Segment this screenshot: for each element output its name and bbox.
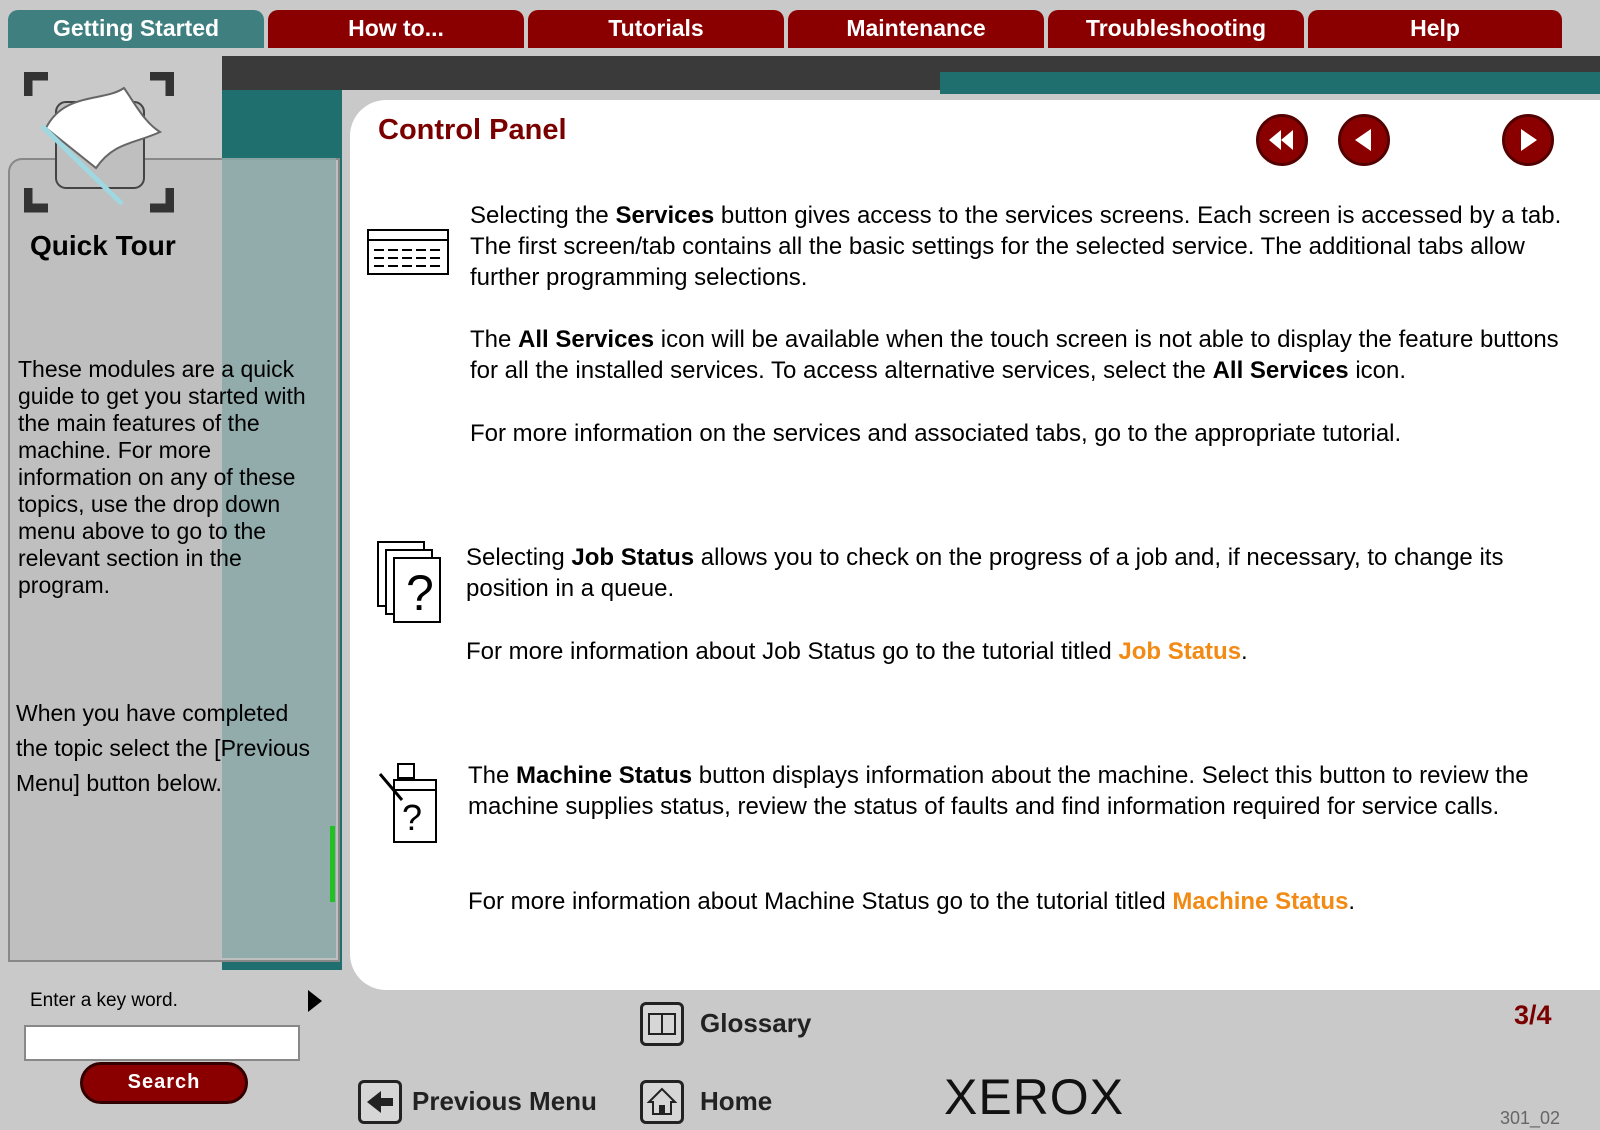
machine-status-link[interactable]: Machine Status — [1172, 888, 1349, 915]
sidebar-green-marker — [330, 826, 335, 902]
machine-status-paragraph-2: For more information about Machine Status go to the tutorial titled Machine Status. — [468, 888, 1356, 915]
keyword-arrow-icon[interactable] — [308, 990, 322, 1012]
home-icon[interactable] — [640, 1080, 684, 1124]
previous-page-button[interactable] — [1338, 114, 1390, 166]
home-button[interactable]: Home — [700, 1086, 773, 1116]
tab-troubleshooting[interactable]: Troubleshooting — [1048, 10, 1304, 48]
previous-menu-button[interactable]: Previous Menu — [412, 1086, 597, 1116]
job-status-paragraph-1: Selecting Job Status allows you to check on the progress of a job and, if necessary, to change its position in a queue. — [466, 544, 1504, 602]
services-icon — [366, 226, 452, 278]
arrow-right-icon — [1505, 117, 1551, 163]
job-status-icon — [376, 540, 446, 626]
search-button[interactable]: Search — [80, 1062, 248, 1104]
module-code: 301_02 — [1500, 1108, 1561, 1128]
tab-help[interactable]: Help — [1308, 10, 1562, 48]
xerox-logo: XEROX — [944, 1069, 1125, 1125]
keyword-input[interactable] — [24, 1025, 300, 1061]
frame-teal-band — [940, 72, 1600, 94]
tab-how-to[interactable]: How to... — [268, 10, 524, 48]
machine-status-icon — [376, 760, 442, 846]
services-paragraph-2: The All Services icon will be available when the touch screen is not able to display the feature buttons for all the installed services. To access alternative services, select the All Services icon. — [470, 326, 1559, 384]
svg-text:?: ? — [402, 797, 423, 838]
sidebar-title: Quick Tour — [30, 230, 176, 261]
next-page-button[interactable] — [1502, 114, 1554, 166]
machine-status-paragraph-1: The Machine Status button displays information about the machine. Select this button to review the machine supplies status, review the status of faults and find information required for service calls. — [468, 762, 1529, 820]
tab-bar — [0, 0, 1600, 50]
glossary-book-icon[interactable] — [640, 1002, 684, 1046]
sidebar-completion-text: When you have completed the topic select the [Previous Menu] button below. — [16, 700, 311, 796]
tab-tutorials[interactable]: Tutorials — [528, 10, 784, 48]
arrow-left-icon — [1341, 117, 1387, 163]
sidebar-intro-text: These modules are a quick guide to get you started with the main features of the machine. For more information on any of these topics, use the drop down menu above to go to the relevant section in the program. — [18, 356, 306, 598]
glossary-button[interactable]: Glossary — [700, 1008, 812, 1038]
svg-text:?: ? — [406, 565, 434, 621]
keyword-label: Enter a key word. — [30, 990, 178, 1011]
job-status-paragraph-2: For more information about Job Status go to the tutorial titled Job Status. — [466, 638, 1248, 665]
tab-getting-started[interactable]: Getting Started — [8, 10, 264, 48]
services-paragraph-3: For more information on the services and associated tabs, go to the appropriate tutorial. — [470, 420, 1402, 447]
first-page-button[interactable] — [1256, 114, 1308, 166]
quick-tour-flag-icon — [24, 72, 174, 216]
tab-maintenance[interactable]: Maintenance — [788, 10, 1044, 48]
job-status-link[interactable]: Job Status — [1118, 638, 1242, 665]
rewind-icon — [1259, 117, 1305, 163]
services-paragraph-1: Selecting the Services button gives access to the services screens. Each screen is accessed by a tab. The first screen/tab contains all the basic settings for the selected service. The additional tabs allow further programming selections. — [470, 202, 1562, 291]
previous-menu-arrow-icon[interactable] — [358, 1080, 402, 1124]
page-indicator: 3/4 — [1514, 1000, 1552, 1030]
page-title: Control Panel — [378, 114, 567, 146]
